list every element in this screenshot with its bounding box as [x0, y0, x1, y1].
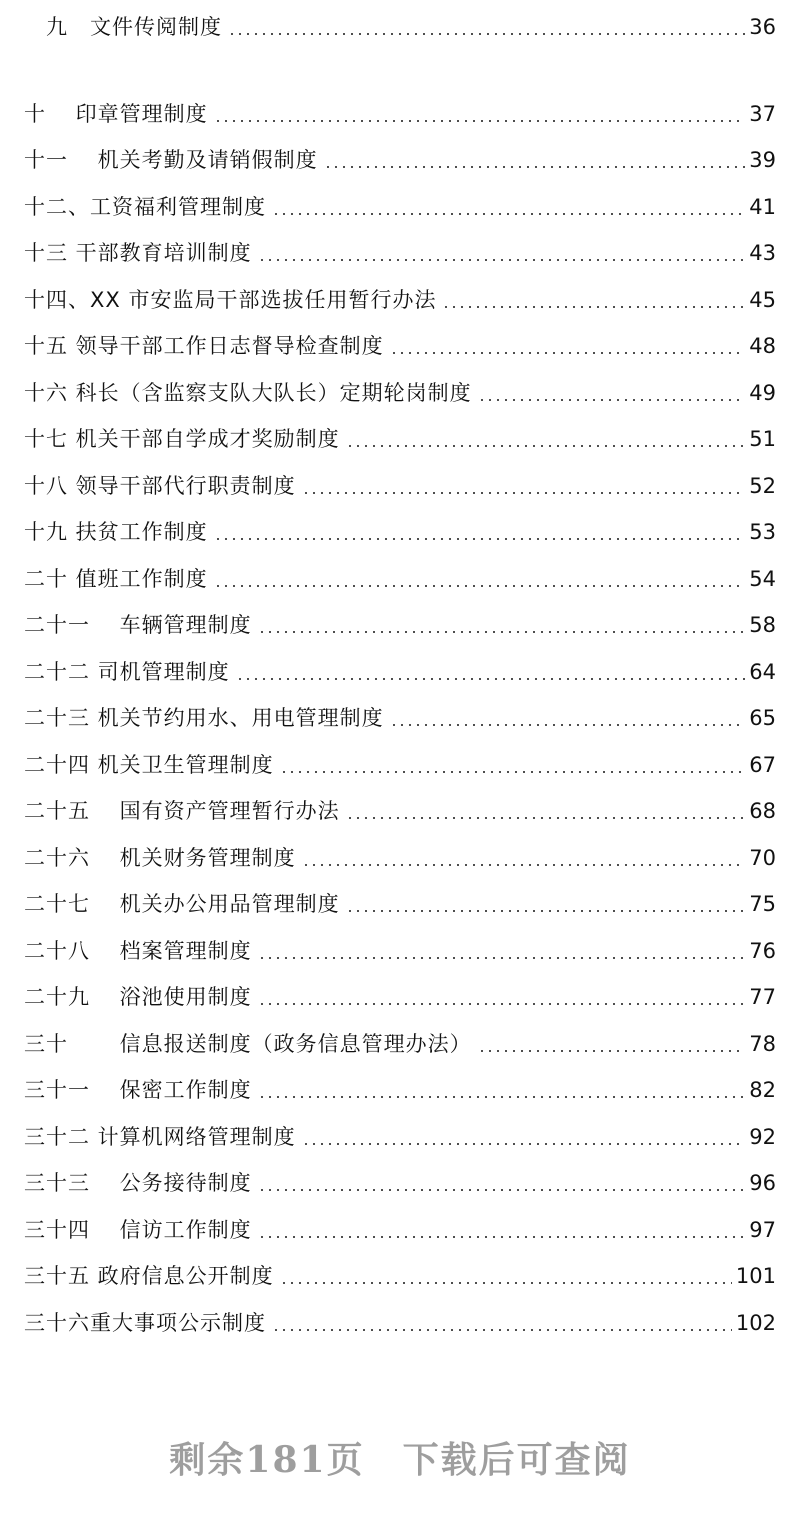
toc-dot-leader [302, 864, 746, 866]
toc-dot-leader [346, 910, 746, 912]
toc-entry[interactable] [24, 467, 776, 499]
toc-entry[interactable] [24, 560, 776, 592]
toc-entry[interactable] [24, 1118, 776, 1150]
toc-entry-page: 54 [749, 567, 776, 591]
toc-entry-title: 十七 机关干部自学成才奖励制度 [24, 427, 340, 451]
toc-entry[interactable] [24, 281, 776, 313]
toc-entry-page: 39 [749, 148, 776, 172]
toc-entry-page: 52 [749, 474, 776, 498]
toc-entry-title: 三十一 保密工作制度 [24, 1078, 252, 1102]
toc-entry[interactable] [24, 188, 776, 220]
toc-entry-page: 53 [749, 520, 776, 544]
toc-entry-page: 96 [749, 1171, 776, 1195]
toc-entry-title: 二十 值班工作制度 [24, 567, 208, 591]
toc-entry-title: 二十四 机关卫生管理制度 [24, 753, 274, 777]
toc-entry[interactable] [24, 513, 776, 545]
toc-dot-leader [478, 399, 746, 401]
toc-entry-page: 97 [749, 1218, 776, 1242]
toc-entry-title: 三十五 政府信息公开制度 [24, 1264, 274, 1288]
toc-entry[interactable] [24, 420, 776, 452]
toc-dot-leader [272, 1329, 732, 1331]
toc-entry-title: 三十四 信访工作制度 [24, 1218, 252, 1242]
toc-entry-title: 十六 科长（含监察支队大队长）定期轮岗制度 [24, 381, 472, 405]
toc-dot-leader [324, 166, 746, 168]
toc-entry[interactable] [24, 1304, 776, 1336]
toc-entry[interactable] [24, 606, 776, 638]
toc-entry-page: 43 [749, 241, 776, 265]
toc-entry-title: 二十五 国有资产管理暂行办法 [24, 799, 340, 823]
toc-dot-leader [346, 817, 746, 819]
toc-entry-title: 二十六 机关财务管理制度 [24, 846, 296, 870]
toc-entry-title: 二十二 司机管理制度 [24, 660, 230, 684]
toc-dot-leader [258, 1236, 746, 1238]
toc-dot-leader [258, 259, 746, 261]
toc-dot-leader [442, 306, 745, 308]
toc-dot-leader [280, 1282, 732, 1284]
toc-entry-title: 三十 信息报送制度（政务信息管理办法） [24, 1032, 472, 1056]
toc-entry-page: 51 [749, 427, 776, 451]
toc-entry-page: 76 [749, 939, 776, 963]
toc-entry[interactable] [24, 699, 776, 731]
toc-entry-page: 41 [749, 195, 776, 219]
toc-entry-title: 二十三 机关节约用水、用电管理制度 [24, 706, 384, 730]
toc-entry[interactable] [24, 1211, 776, 1243]
toc-dot-leader [280, 771, 746, 773]
toc-entry[interactable] [24, 1025, 776, 1057]
toc-entry-page: 37 [749, 102, 776, 126]
toc-entry-title: 十 印章管理制度 [24, 102, 208, 126]
toc-entry-title: 二十八 档案管理制度 [24, 939, 252, 963]
toc-entry[interactable] [24, 792, 776, 824]
toc-dot-leader [258, 631, 746, 633]
toc-dot-leader [272, 213, 745, 215]
toc-entry-page: 78 [749, 1032, 776, 1056]
toc-entry[interactable] [24, 885, 776, 917]
toc-entry-page: 92 [749, 1125, 776, 1149]
toc-entry-page: 49 [749, 381, 776, 405]
toc-dot-leader [214, 120, 746, 122]
toc-entry-title: 十八 领导干部代行职责制度 [24, 474, 296, 498]
toc-entry-page: 64 [749, 660, 776, 684]
toc-entry-title: 二十九 浴池使用制度 [24, 985, 252, 1009]
toc-entry[interactable] [24, 374, 776, 406]
toc-entry-title: 十二、工资福利管理制度 [24, 195, 266, 219]
toc-entry-title: 二十七 机关办公用品管理制度 [24, 892, 340, 916]
toc-entry-page: 45 [749, 288, 776, 312]
toc-entry-title: 十三 干部教育培训制度 [24, 241, 252, 265]
toc-entry-page: 101 [735, 1264, 776, 1288]
toc-entry[interactable] [24, 746, 776, 778]
toc-entry[interactable] [24, 1071, 776, 1103]
toc-entry[interactable] [24, 932, 776, 964]
toc-entry-page: 102 [735, 1311, 776, 1335]
toc-entry-title: 十四、XX 市安监局干部选拔任用暂行办法 [24, 288, 437, 312]
toc-entry[interactable] [24, 8, 776, 40]
toc-entry-page: 67 [749, 753, 776, 777]
toc-entry[interactable] [24, 95, 776, 127]
toc-entry-page: 65 [749, 706, 776, 730]
toc-entry-title: 十九 扶贫工作制度 [24, 520, 208, 544]
toc-entry[interactable] [24, 141, 776, 173]
toc-dot-leader [214, 585, 746, 587]
toc-dot-leader [390, 352, 746, 354]
toc-dot-leader [302, 1143, 746, 1145]
toc-dot-leader [258, 1189, 746, 1191]
toc-entry-page: 70 [749, 846, 776, 870]
toc-dot-leader [214, 538, 746, 540]
toc-entry-title: 三十三 公务接待制度 [24, 1171, 252, 1195]
toc-entry-page: 36 [749, 15, 776, 39]
toc-entry-page: 58 [749, 613, 776, 637]
toc-entry-title: 九 文件传阅制度 [24, 15, 222, 39]
toc-entry-title: 三十六重大事项公示制度 [24, 1311, 266, 1335]
toc-entry-page: 82 [749, 1078, 776, 1102]
toc-dot-leader [258, 1096, 746, 1098]
toc-dot-leader [228, 33, 745, 35]
toc-dot-leader [236, 678, 746, 680]
toc-entry-title: 三十二 计算机网络管理制度 [24, 1125, 296, 1149]
toc-entry[interactable] [24, 1257, 776, 1289]
toc-entry[interactable] [24, 839, 776, 871]
remaining-pages-banner[interactable]: 剩余181页 下载后可查阅 [169, 1439, 631, 1481]
toc-entry[interactable] [24, 234, 776, 266]
toc-entry-page: 77 [749, 985, 776, 1009]
toc-entry-title: 十五 领导干部工作日志督导检查制度 [24, 334, 384, 358]
toc-entry[interactable] [24, 653, 776, 685]
toc-entry-page: 48 [749, 334, 776, 358]
toc-entry[interactable] [24, 978, 776, 1010]
toc-dot-leader [478, 1050, 746, 1052]
toc-dot-leader [390, 724, 746, 726]
toc-dot-leader [302, 492, 746, 494]
toc-dot-leader [258, 957, 746, 959]
toc-entry-page: 75 [749, 892, 776, 916]
toc-entry-page: 68 [749, 799, 776, 823]
toc-entry[interactable] [24, 327, 776, 359]
toc-dot-leader [346, 445, 746, 447]
toc-entry-title: 二十一 车辆管理制度 [24, 613, 252, 637]
toc-entry[interactable] [24, 1164, 776, 1196]
toc-dot-leader [258, 1003, 746, 1005]
toc-entry-title: 十一 机关考勤及请销假制度 [24, 148, 318, 172]
